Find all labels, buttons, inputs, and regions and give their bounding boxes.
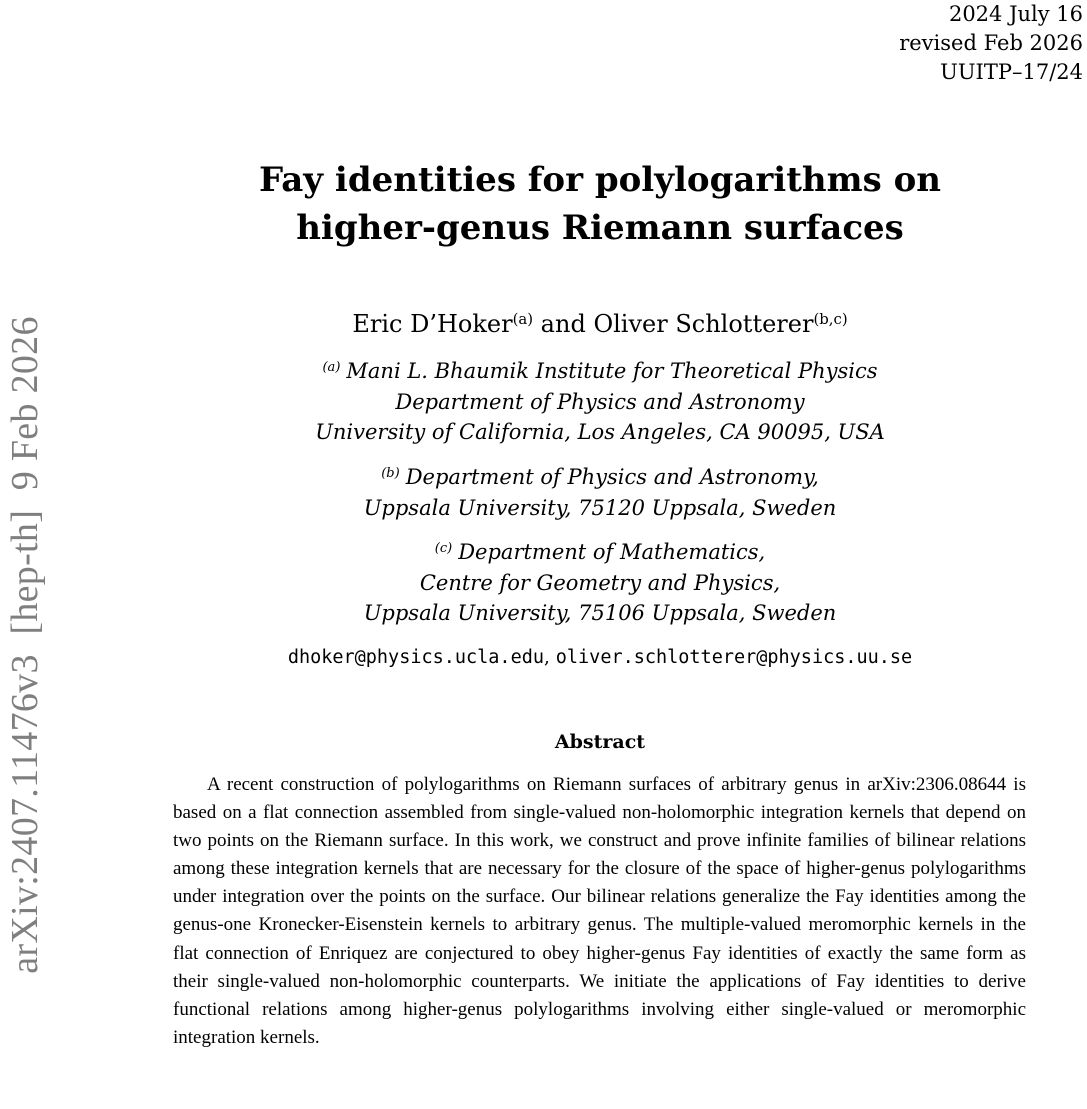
title-line-2: higher-genus Riemann surfaces: [296, 208, 904, 248]
revised-line: revised Feb 2026: [899, 31, 1083, 55]
affiliation-line: Uppsala University, 75106 Uppsala, Sweden: [363, 601, 837, 625]
affiliation-line: Uppsala University, 75120 Uppsala, Sweden: [363, 495, 837, 520]
affiliation-mark: (a): [322, 359, 341, 375]
author-2-affil-mark: (b,c): [813, 309, 848, 328]
affiliation-line: Centre for Geometry and Physics,: [419, 570, 781, 595]
paper-title: [0, 156, 1087, 252]
email-schlotterer[interactable]: oliver.schlotterer@physics.uu.se: [555, 647, 913, 668]
author-emails: [0, 647, 1087, 668]
arxiv-stamp: arXiv:2407.11476v3 [hep-th] 9 Feb 2026: [4, 316, 46, 974]
affiliation-mark: (b): [381, 465, 400, 481]
affiliation-line: Mani L. Bhaumik Institute for Theoretical Physics: [346, 359, 878, 383]
abstract-text: A recent construction of polylogarithms on Riemann surfaces of arbitrary genus in arXiv:2306.08644 is based on a flat connection assembled from single-valued non-holomorphic integration kernels that depend on two points on the Riemann surface. In this work, we construct and prove infinite families of bilinear relations among these integration kernels that are necessary for the closure of the space of higher-genus polylogarithms under integration over the points on the surface. Our bilinear relations generalize the Fay identities among the genus-one Kronecker-Eisenstein kernels to arbitrary genus. The multiple-valued meromorphic kernels in the flat connection of Enriquez are conjectured to obey higher-genus Fay identities of exactly the same form as their single-valued non-holomorphic counterparts. We initiate the applications of Fay identities to derive functional relations among higher-genus polylogarithms involving either single-valued or meromorphic integration kernels.: [173, 774, 1026, 1048]
header-dates: [899, 0, 1083, 87]
affiliation-b: [0, 462, 1087, 523]
affiliation-mark: (c): [434, 540, 453, 556]
affiliation-c: [0, 537, 1087, 629]
author-1-affil-mark: (a): [512, 309, 534, 328]
title-line-1: Fay identities for polylogarithms on: [259, 160, 941, 200]
affiliation-line: University of California, Los Angeles, CA 90095, USA: [315, 420, 885, 444]
affiliation-line: Department of Physics and Astronomy,: [405, 465, 819, 489]
report-number: UUITP–17/24: [940, 60, 1083, 84]
date-line: 2024 July 16: [948, 2, 1083, 26]
affiliation-line: Department of Physics and Astronomy: [395, 389, 805, 414]
author-2: Oliver Schlotterer: [593, 310, 814, 338]
author-1: Eric D’Hoker: [352, 310, 513, 338]
abstract-heading: Abstract: [554, 731, 646, 753]
affiliation-a: [0, 356, 1087, 448]
email-dhoker[interactable]: dhoker@physics.ucla.edu: [287, 647, 544, 668]
affiliation-line: Department of Mathematics,: [458, 540, 766, 564]
email-separator: ,: [544, 647, 556, 668]
author-conjunction: and: [533, 310, 594, 338]
authors: [0, 307, 1087, 341]
